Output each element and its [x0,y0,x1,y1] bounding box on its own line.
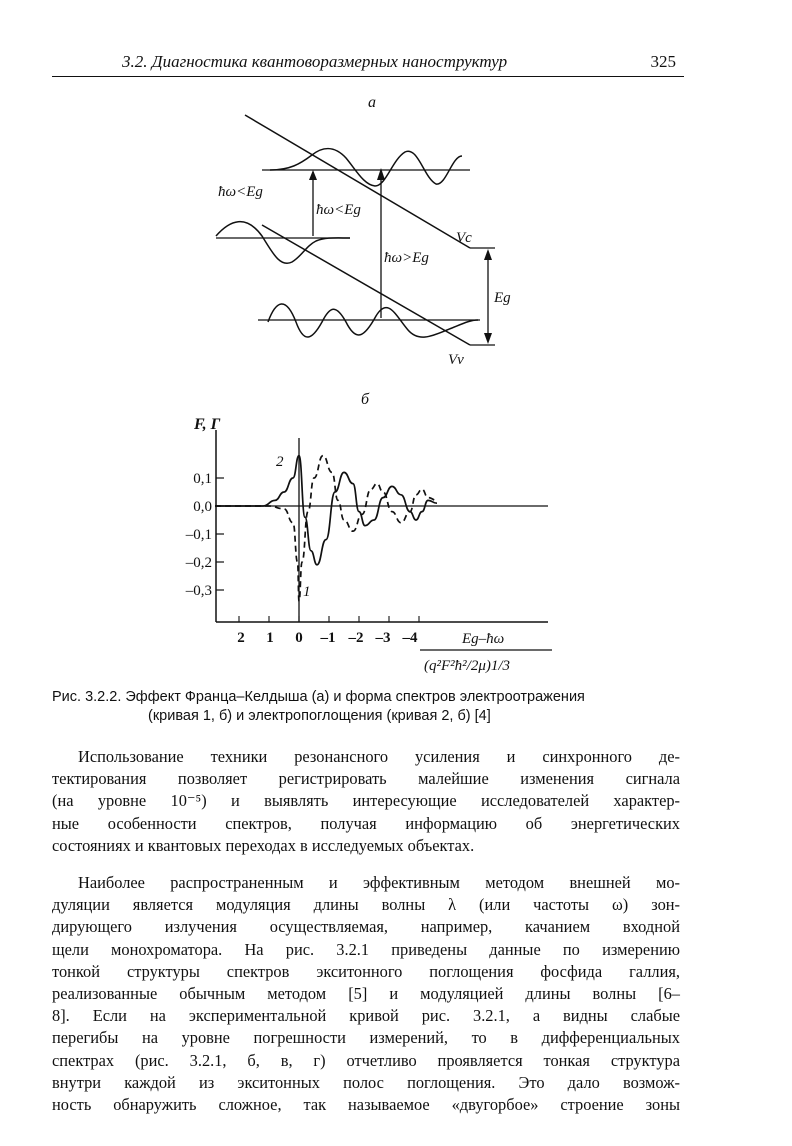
y-tick-label: –0,3 [185,583,212,599]
label-vv: Vv [448,352,464,368]
y-tick-label: 0,1 [193,471,212,487]
figure-caption [52,688,692,726]
paragraph-2-line: дирующего излучения осуществляемая, например, качанием входной [52,917,680,937]
series-1-line [215,456,437,602]
middle-wavefunction [216,222,350,264]
figure-a-panel-label: а [368,94,376,111]
y-tick-label: –0,1 [185,527,212,543]
x-tick-label: –3 [375,630,391,646]
x-axis-label-bottom: (q²F²ħ²/2μ)1/3 [424,658,511,674]
series-2-line [215,456,437,565]
x-tick-label: 1 [266,630,274,646]
paragraph-1 [52,746,680,857]
eg-arrowhead-bottom [484,333,492,344]
label-eg: Eg [494,290,511,306]
curve-label-1: 1 [303,584,311,600]
paragraph-2 [52,872,680,1116]
paragraph-2-line: спектрах (рис. 3.2.1, б, в, г) отчетливо проявляется тонкая структура [52,1050,680,1070]
x-tick-label: –4 [402,630,418,646]
running-head [52,50,684,77]
paragraph-2-line: дуляции является модуляция длины волны λ (или частоты ω) зон- [52,895,680,915]
eg-arrowhead-top [484,249,492,260]
paragraph-1-line: (на уровне 10⁻⁵) и выявлять интересующие исследователей характер- [52,791,680,811]
page-number: 325 [650,52,676,71]
paragraph-2-line: реализованные обычным методом [5] и модуляцией длины волны [6– [52,983,680,1003]
x-tick-label: –2 [348,630,364,646]
paragraph-2-line: 8]. Если на экспериментальной кривой рис. 3.2.1, а видны слабые [52,1006,680,1026]
x-tick-label: 0 [295,630,303,646]
paragraph-1-line: тектирования позволяет регистрировать малейшие изменения сигнала [52,769,680,789]
caption-line-2: (кривая 1, б) и электропоглощения (кривая 2, б) [4] [148,708,491,724]
paragraph-1-line: состояниях и квантовых переходах в исследуемых объектах. [52,835,475,855]
running-head-title: 3.2. Диагностика квантоворазмерных наноструктур [122,52,508,71]
conduction-band-line [245,115,470,248]
curve-label-2: 2 [276,454,284,470]
figure-a-diagram [200,92,540,382]
caption-line-1: Рис. 3.2.2. Эффект Франца–Келдыша (а) и форма спектров электроотражения [52,689,585,705]
valence-band-line [262,225,470,345]
figure-b-chart [180,385,580,680]
y-tick-label: –0,2 [185,555,212,571]
transition-arrowhead-left [309,170,317,180]
chart-axes [216,430,548,622]
figure-b-panel-label: б [361,391,370,408]
label-left: ħω<Eg [218,184,263,200]
paragraph-2-line: Наиболее распространенным и эффективным методом внешней мо- [78,873,680,892]
paragraph-2-line: щели монохроматора. На рис. 3.2.1 приведены данные по измерению [52,939,680,959]
x-tick-label: 2 [237,630,245,646]
paragraph-2-line: внутри каждой из экситонных полос поглощения. Это дало возмож- [52,1072,680,1092]
paragraph-1-line: Использование техники резонансного усиления и синхронного де- [78,747,680,766]
x-axis-label-top: Eg–ħω [462,631,505,647]
paragraph-1-line: ные особенности спектров, получая информацию об энергетических [52,813,680,833]
upper-wavefunction [270,149,462,186]
label-right: ħω>Eg [384,250,429,266]
label-middle: ħω<Eg [316,202,361,218]
chart-series [215,456,437,602]
paragraph-2-line: перегибы на уровне погрешности измерений, то в дифференциальных [52,1028,680,1048]
label-vc: Vc [456,230,472,246]
paragraph-2-line: тонкой структуры спектров экситонного поглощения фосфида галлия, [52,961,680,981]
paragraph-2-line: ность обнаружить сложное, так называемое «двугорбое» строение зоны [52,1094,680,1114]
y-axis-label: F, Г [194,416,221,433]
x-tick-label: –1 [320,630,336,646]
y-tick-label: 0,0 [193,499,212,515]
